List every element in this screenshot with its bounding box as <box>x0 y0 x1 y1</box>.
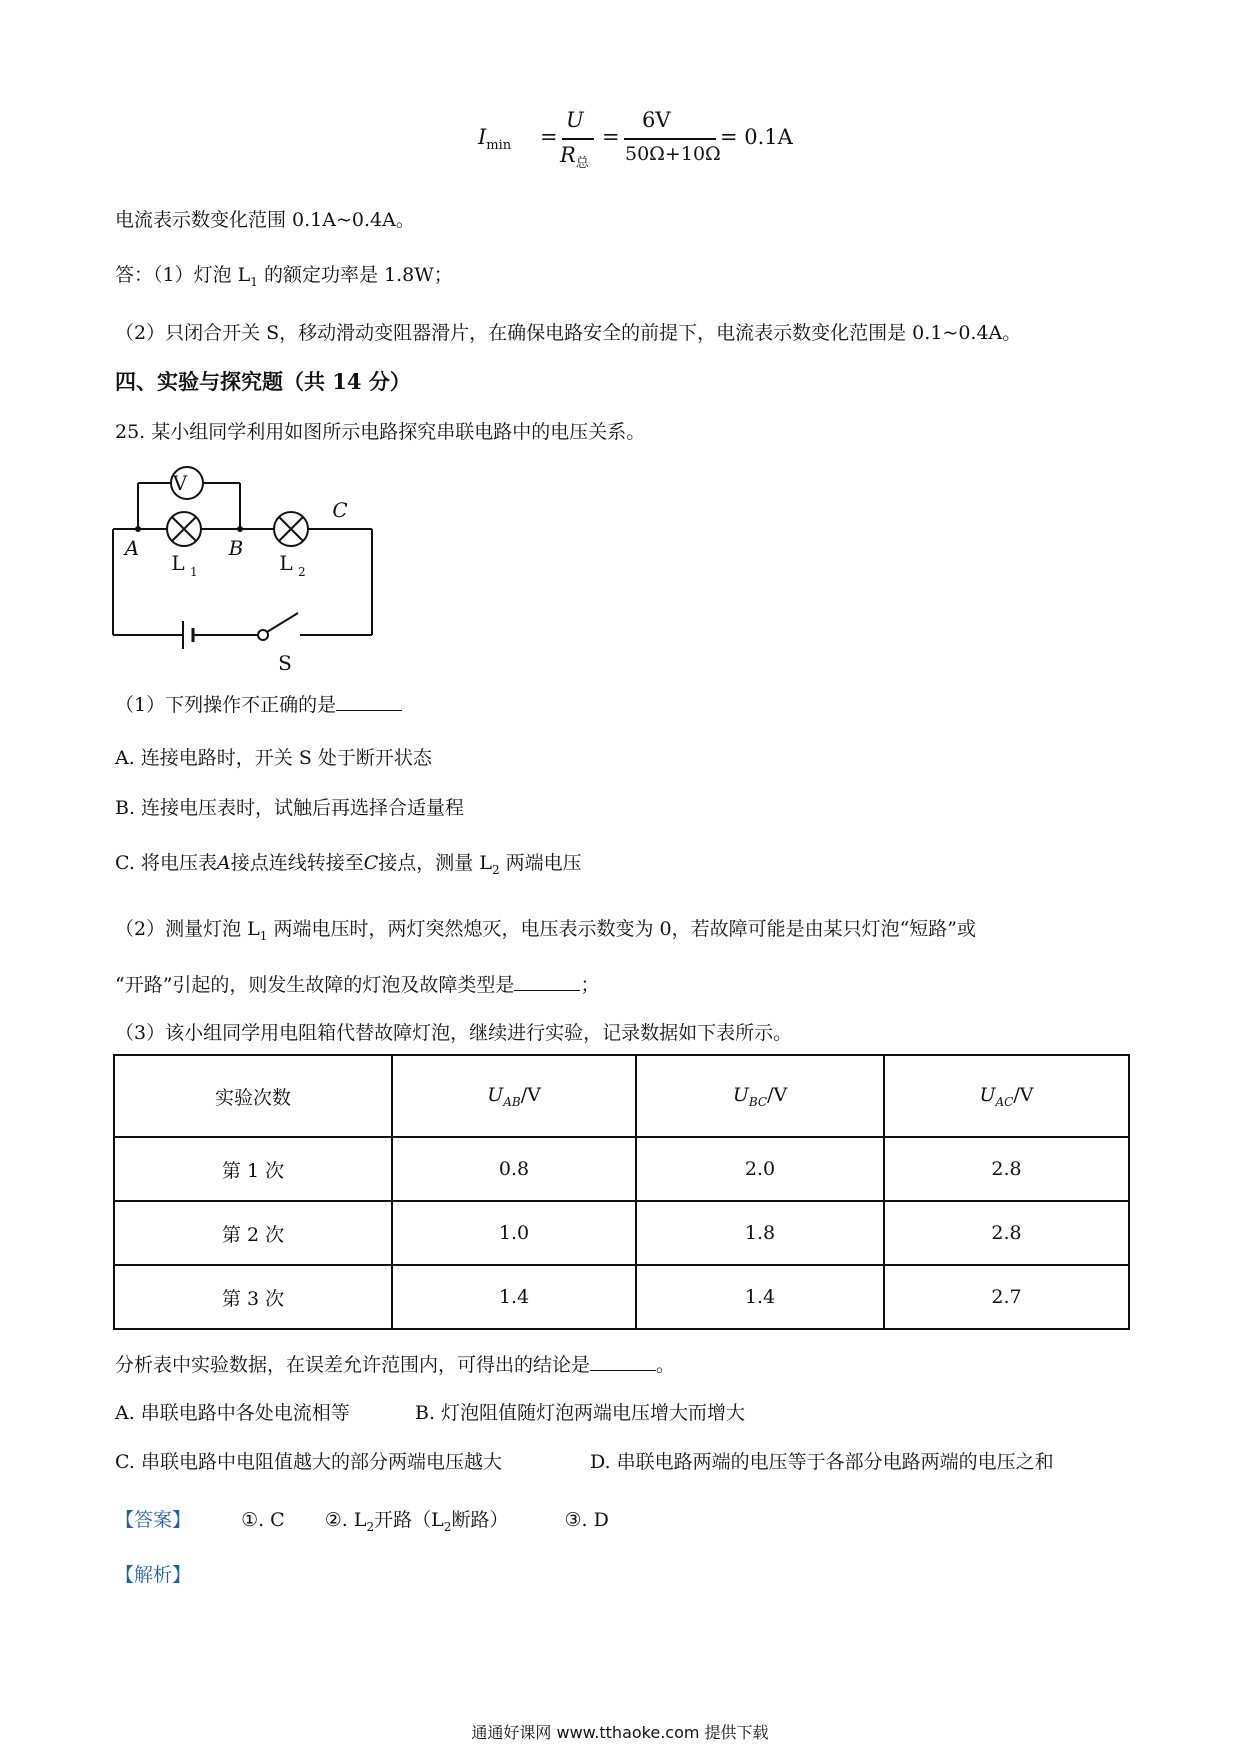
option-b2: B. 灯泡阻值随灯泡两端电压增大而增大 <box>415 1402 746 1424</box>
sub-question-2: （2）测量灯泡 $L_1$ 两端电压时，两灯突然熄灭，电压表示数变为 0，若故障可能是由某只灯泡“短路”或 <box>115 918 977 943</box>
header-ubc: $U_{BC}/V$ <box>636 1055 884 1137</box>
header-uac: $U_{AC}/V$ <box>884 1055 1129 1137</box>
option-c2: C. 串联电路中电阻值越大的部分两端电压越大 <box>115 1451 502 1473</box>
formula-num2: 6V <box>642 108 671 132</box>
question-25: 25. 某小组同学利用如图所示电路探究串联电路中的电压关系。 <box>115 421 646 443</box>
page-footer: 通通好课网 www.tthaoke.com 提供下载 <box>471 1723 769 1742</box>
formula-den1-sub: 总 <box>575 156 589 172</box>
header-trial: 实验次数 <box>114 1055 392 1137</box>
sub-question-1: （1）下列操作不正确的是 <box>115 690 402 717</box>
table-row: 第 3 次 1.4 1.4 2.7 <box>114 1265 1129 1329</box>
answer-tag: 【答案】 <box>115 1509 192 1531</box>
sub-question-3: （3）该小组同学用电阻箱代替故障灯泡，继续进行实验，记录数据如下表所示。 <box>115 1022 793 1044</box>
series-circuit-diagram <box>110 455 390 675</box>
formula-den2: 50Ω+10Ω <box>625 143 721 165</box>
option-a2: A. 串联电路中各处电流相等 <box>115 1402 350 1424</box>
answer-1: 答：（1）灯泡 $L_1$ 的额定功率是 1.8W； <box>115 264 453 289</box>
formula-lhs-sub: min <box>486 138 512 154</box>
header-uab: $U_{AB}/V$ <box>392 1055 636 1137</box>
experiment-data-table <box>113 1054 1130 1330</box>
table-row: 第 2 次 1.0 1.8 2.8 <box>114 1201 1129 1265</box>
answer-blank-3 <box>590 1352 656 1371</box>
formula-den1: R <box>560 143 576 167</box>
formula-lhs: I <box>478 125 487 149</box>
sub-question-2-cont: “开路”引起的，则发生故障的灯泡及故障类型是 ； <box>115 974 600 996</box>
answer-blank-1 <box>336 692 402 711</box>
point-c-label: C <box>332 498 348 522</box>
option-b: B. 连接电压表时，试触后再选择合适量程 <box>115 797 465 819</box>
fraction-bar-2 <box>624 138 716 140</box>
point-a-label: A <box>124 536 140 560</box>
answer-line: 【答案】 ①. C ②. $L_2$开路（$L_2$断路） ③. D <box>115 1509 609 1534</box>
current-min-formula: $I_{min}$ = U $R_总$ = 6V 50Ω+10Ω = 0.1A <box>478 108 793 172</box>
answer-2: （2）只闭合开关 S，移动滑动变阻器滑片，在确保电路安全的前提下，电流表示数变化范围是 0.1~0.4A。 <box>115 322 1022 344</box>
option-d2: D. 串联电路两端的电压等于各部分电路两端的电压之和 <box>590 1451 1054 1473</box>
lamp-l1-label: $L_1$ <box>237 264 258 289</box>
point-b-label: B <box>228 536 244 560</box>
formula-num1: U <box>566 108 584 132</box>
lamp-l2-sub: 2 <box>298 565 306 579</box>
analysis-tag: 【解析】 <box>115 1564 192 1586</box>
lamp-l1-text: L <box>171 551 185 575</box>
table-row: 第 1 次 0.8 2.0 2.8 <box>114 1137 1129 1201</box>
range-text: 电流表示数变化范围 0.1A~0.4A。 <box>115 209 415 231</box>
formula-result: = 0.1A <box>720 125 793 149</box>
lamp-l2-text: L <box>279 551 293 575</box>
fraction-bar-1 <box>562 138 594 140</box>
option-a: A. 连接电路时，开关 S 处于断开状态 <box>115 747 432 769</box>
switch-pivot-icon <box>258 630 268 640</box>
answer-blank-2 <box>514 972 580 991</box>
voltmeter-label: V <box>172 471 188 495</box>
analysis-question: 分析表中实验数据，在误差允许范围内，可得出的结论是 。 <box>115 1354 676 1376</box>
lamp-l1-sub: 1 <box>190 565 198 579</box>
table-header-row <box>114 1055 1129 1137</box>
option-c: C. 将电压表A接点连线转接至C接点，测量 $L_2$ 两端电压 <box>115 852 582 877</box>
switch-lever <box>267 613 298 632</box>
switch-label: S <box>278 651 292 675</box>
section-title: 四、实验与探究题（共 14 分） <box>115 369 411 394</box>
